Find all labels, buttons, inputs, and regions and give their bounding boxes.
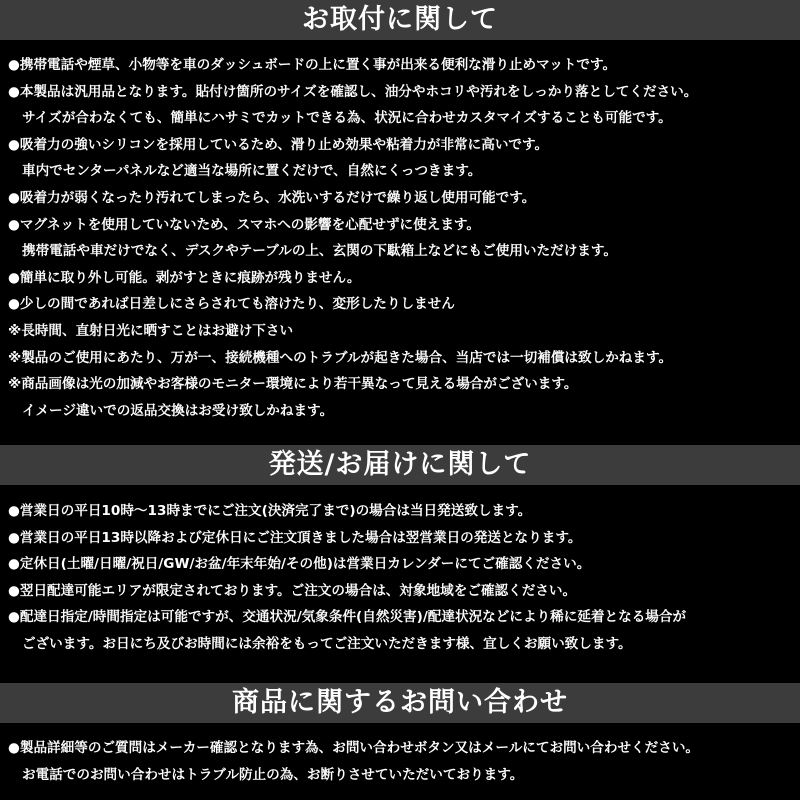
- text-line: ございます。お日にち及びお時間には余裕をもってご注文いただきます様、宜しくお願い致します。: [22, 635, 632, 652]
- section-title: お取付に関して: [302, 4, 498, 35]
- section-header-installation: [0, 0, 800, 40]
- text-line: ※製品のご使用にあたり、万が一、接続機種へのトラブルが起きた場合、当店では一切補償は致しかねます。: [8, 349, 673, 366]
- section-body-installation: [8, 52, 798, 424]
- text-line: ●本製品は汎用品となります。貼付け箇所のサイズを確認し、油分やホコリや汚れをしっかり落としてください。: [8, 83, 698, 100]
- section-body-shipping: [8, 498, 798, 657]
- section-title: 商品に関するお問い合わせ: [232, 687, 568, 718]
- text-line: ●少しの間であれば日差しにさらされても溶けたり、変形したりしません: [8, 296, 455, 313]
- text-line: ●営業日の平日10時～13時までにご注文(決済完了まで)の場合は当日発送致します。: [8, 503, 532, 519]
- text-line: ●マグネットを使用していないため、スマホへの影響を心配せずに使えます。: [8, 216, 481, 233]
- text-line: ●製品詳細等のご質問はメーカー確認となります為、お問い合わせボタン又はメールにてお問い合わせください。: [8, 740, 700, 756]
- text-line: ●吸着力の強いシリコンを採用しているため、滑り止め効果や粘着力が非常に高いです。: [8, 136, 549, 153]
- text-line: ●簡単に取り外し可能。剥がすときに痕跡が残りません。: [8, 269, 361, 286]
- text-line: ●翌日配達可能エリアが限定されております。ご注文の場合は、対象地域をご確認ください。: [8, 582, 577, 599]
- text-line: 携帯電話や車だけでなく、デスクやテーブルの上、玄関の下駄箱上などにもご使用いただけます。: [22, 243, 617, 260]
- text-line: ●携帯電話や煙草、小物等を車のダッシュボードの上に置く事が出来る便利な滑り止めマットです。: [8, 57, 617, 73]
- section-header-shipping: [0, 445, 800, 485]
- text-line: ●営業日の平日13時以降および定休日にご注文頂きました場合は翌営業日の発送となります。: [8, 529, 582, 546]
- section-title: 発送/お届けに関して: [268, 449, 532, 480]
- text-line: ●定休日(土曜/日曜/祝日/GW/お盆/年末年始/その他)は営業日カレンダーにてご確認ください。: [8, 556, 591, 572]
- text-line: イメージ違いでの返品交換はお受け致しかねます。: [22, 402, 334, 419]
- section-body-inquiries: [8, 735, 798, 788]
- section-header-inquiries: [0, 683, 800, 723]
- text-line: 車内でセンターパネルなど適当な場所に置くだけで、自然にくっつきます。: [22, 163, 482, 180]
- text-line: ※商品画像は光の加減やお客様のモニター環境により若干異なって見える場合がございます。: [8, 376, 578, 393]
- text-line: ●配達日指定/時間指定は可能ですが、交通状況/気象条件(自然災害)/配達状況などにより稀に延着となる場合が: [8, 609, 687, 625]
- text-line: サイズが合わなくても、簡単にハサミでカットできる為、状況に合わせカスタマイズすることも可能です。: [22, 110, 672, 127]
- text-line: お電話でのお問い合わせはトラブル防止の為、お断りさせていただいております。: [22, 766, 524, 783]
- text-line: ●吸着力が弱くなったり汚れてしまったら、水洗いするだけで繰り返し使用可能です。: [8, 189, 536, 206]
- text-line: ※長時間、直射日光に晒すことはお避け下さい: [8, 322, 294, 339]
